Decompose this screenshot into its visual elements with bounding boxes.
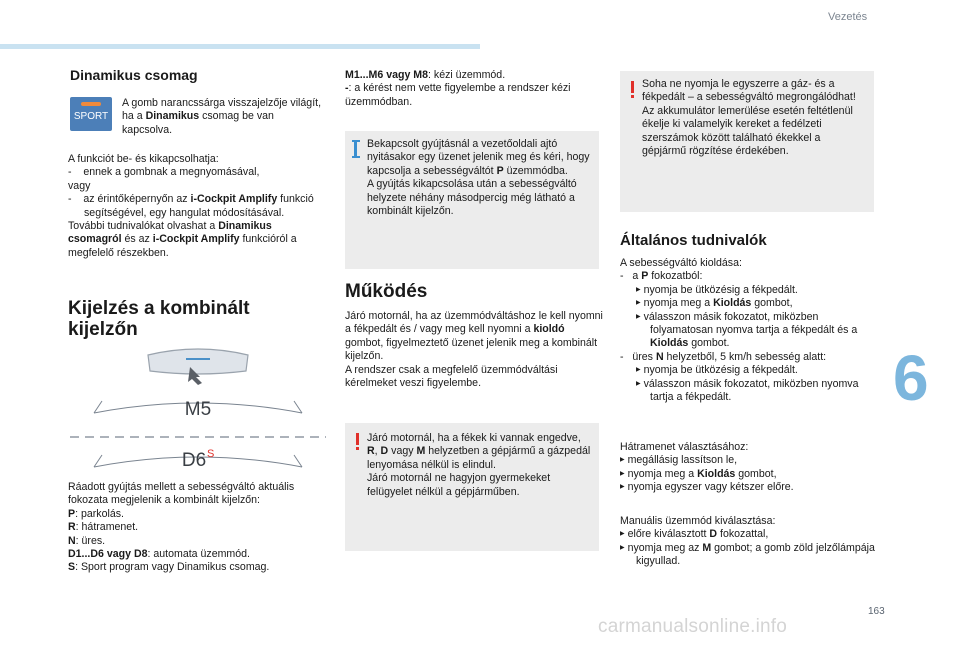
info-box: Bekapcsolt gyújtásnál a vezetőoldali ajtó nyitásakor egy üzenet jelenik meg és kéri, hogy kapcsolja a sebességváltót P üzemmódba. A gyújtás kikapcsolása után a sebességváltó helyzete néhány másodpercig még látható a kombinált kijelzőn. [345, 131, 599, 269]
header-bar [0, 44, 480, 49]
indicator-led-icon [81, 102, 101, 106]
release-instructions: A sebességváltó kioldása: - a P fokozatból: ▶ nyomja be ütközésig a fékpedált. ▶ nyomja meg a Kioldás gombot, ▶ válasszon másik fokozatot, miközben folyamatosan nyomva tartja a fékpedált és a Kioldás gombot. - üres N helyzetből, 5 km/h sebesség alatt: ▶ nyomja be ütközésig a fékpedált. ▶ válasszon másik fokozatot, miközben nyomva tartja a fékpedált. [620, 257, 859, 404]
gear-sport-indicator: S [207, 448, 215, 460]
warning-icon [355, 433, 361, 451]
arrow-icon: ▶ [620, 531, 625, 538]
info-icon [352, 140, 360, 158]
heading-display: Kijelzés a kombinált kijelzőn [68, 298, 250, 340]
warning-box-2: Soha ne nyomja le egyszerre a gáz- és a fékpedált – a sebességváltó megrongálódhat! Az akkumulátor lemerülése esetén feltétlenül ékelje ki valamelyik kereket a fedélzeti szerszámok között található ékekkel a gépjármű rögzítése érdekében. [620, 71, 874, 212]
arrow-icon: ▶ [636, 367, 641, 374]
warning-icon [630, 81, 636, 99]
arrow-icon: ▶ [620, 544, 625, 551]
arrow-icon: ▶ [620, 484, 625, 491]
operation-text: Járó motornál, ha az üzemmódváltáshoz le kell nyomni a fékpedált és / vagy meg kell nyomni a kioldó gombot, figyelmeztető üzenet jelenik meg a kombinált kijelzőn. A rendszer csak a megfelelő üzemmódváltási kérelmeket veszi figyelembe. [345, 310, 603, 390]
arrow-icon: ▶ [636, 380, 641, 387]
arrow-icon: ▶ [636, 300, 641, 307]
manual-mode-text: M1...M6 vagy M8: kézi üzemmód. -: a kérést nem vette figyelembe a rendszer kézi üzemmódban. [345, 69, 571, 108]
arrow-icon: ▶ [636, 286, 641, 293]
manual-select-instructions: Manuális üzemmód kiválasztása: ▶ előre kiválasztott D fokozattal, ▶ nyomja meg az M gombot; a gomb zöld jelzőlámpája kigyullad. [620, 515, 875, 568]
heading-operation: Működés [345, 281, 428, 302]
gear-d6: D6 [181, 450, 207, 471]
gear-display-illustration [68, 345, 328, 475]
arrow-icon: ▶ [620, 470, 625, 477]
section-title: Vezetés [828, 11, 868, 23]
dial-icon [148, 349, 248, 374]
reverse-instructions: Hátramenet választásához: ▶ megállásig lassítson le, ▶ nyomja meg a Kioldás gombot, ▶ nyomja egyszer vagy kétszer előre. [620, 441, 794, 494]
heading-general: Általános tudnivalók [620, 232, 767, 249]
heading-dynamic: Dinamikus csomag [70, 67, 198, 83]
gear-legend: Ráadott gyújtás mellett a sebességváltó aktuális fokozata megjelenik a kombinált kijelzőn: P: parkolás. R: hátramenet. N: üres. D1...D6 vagy D8: automata üzemmód. S: Sport program vagy Dinamikus csomag. [68, 481, 295, 574]
chapter-number: 6 [893, 342, 929, 414]
sport-description: A gomb narancssárga visszajelzője világít, ha a Dinamikus csomag be van kapcsolva. [122, 97, 322, 136]
page-number: 163 [868, 606, 885, 617]
gear-m5: M5 [184, 399, 212, 420]
sport-label: SPORT [73, 111, 109, 122]
arrow-icon: ▶ [620, 457, 625, 464]
watermark: carmanualsonline.info [598, 616, 788, 637]
warning-box-1: Járó motornál, ha a fékek ki vannak engedve, R, D vagy M helyzetben a gépjármű a gázpedál lenyomása nélkül is elindul. Járó motornál ne hagyjon gyermekeket felügyelet nélkül a gépjárműben. [345, 423, 599, 551]
sport-button-icon [70, 97, 112, 131]
function-toggle-text: A funkciót be- és kikapcsolhatja: - ennek a gombnak a megnyomásával, vagy - az érintőképernyőn az i-Cockpit Amplify funkció segítségével, egy hangulat módosításával. További tudnivalókat olvashat a Dinamikus csomagról és az i-Cockpit Amplify funkcióról a megfelelő részekben. [68, 153, 314, 259]
arrow-icon: ▶ [636, 313, 641, 320]
